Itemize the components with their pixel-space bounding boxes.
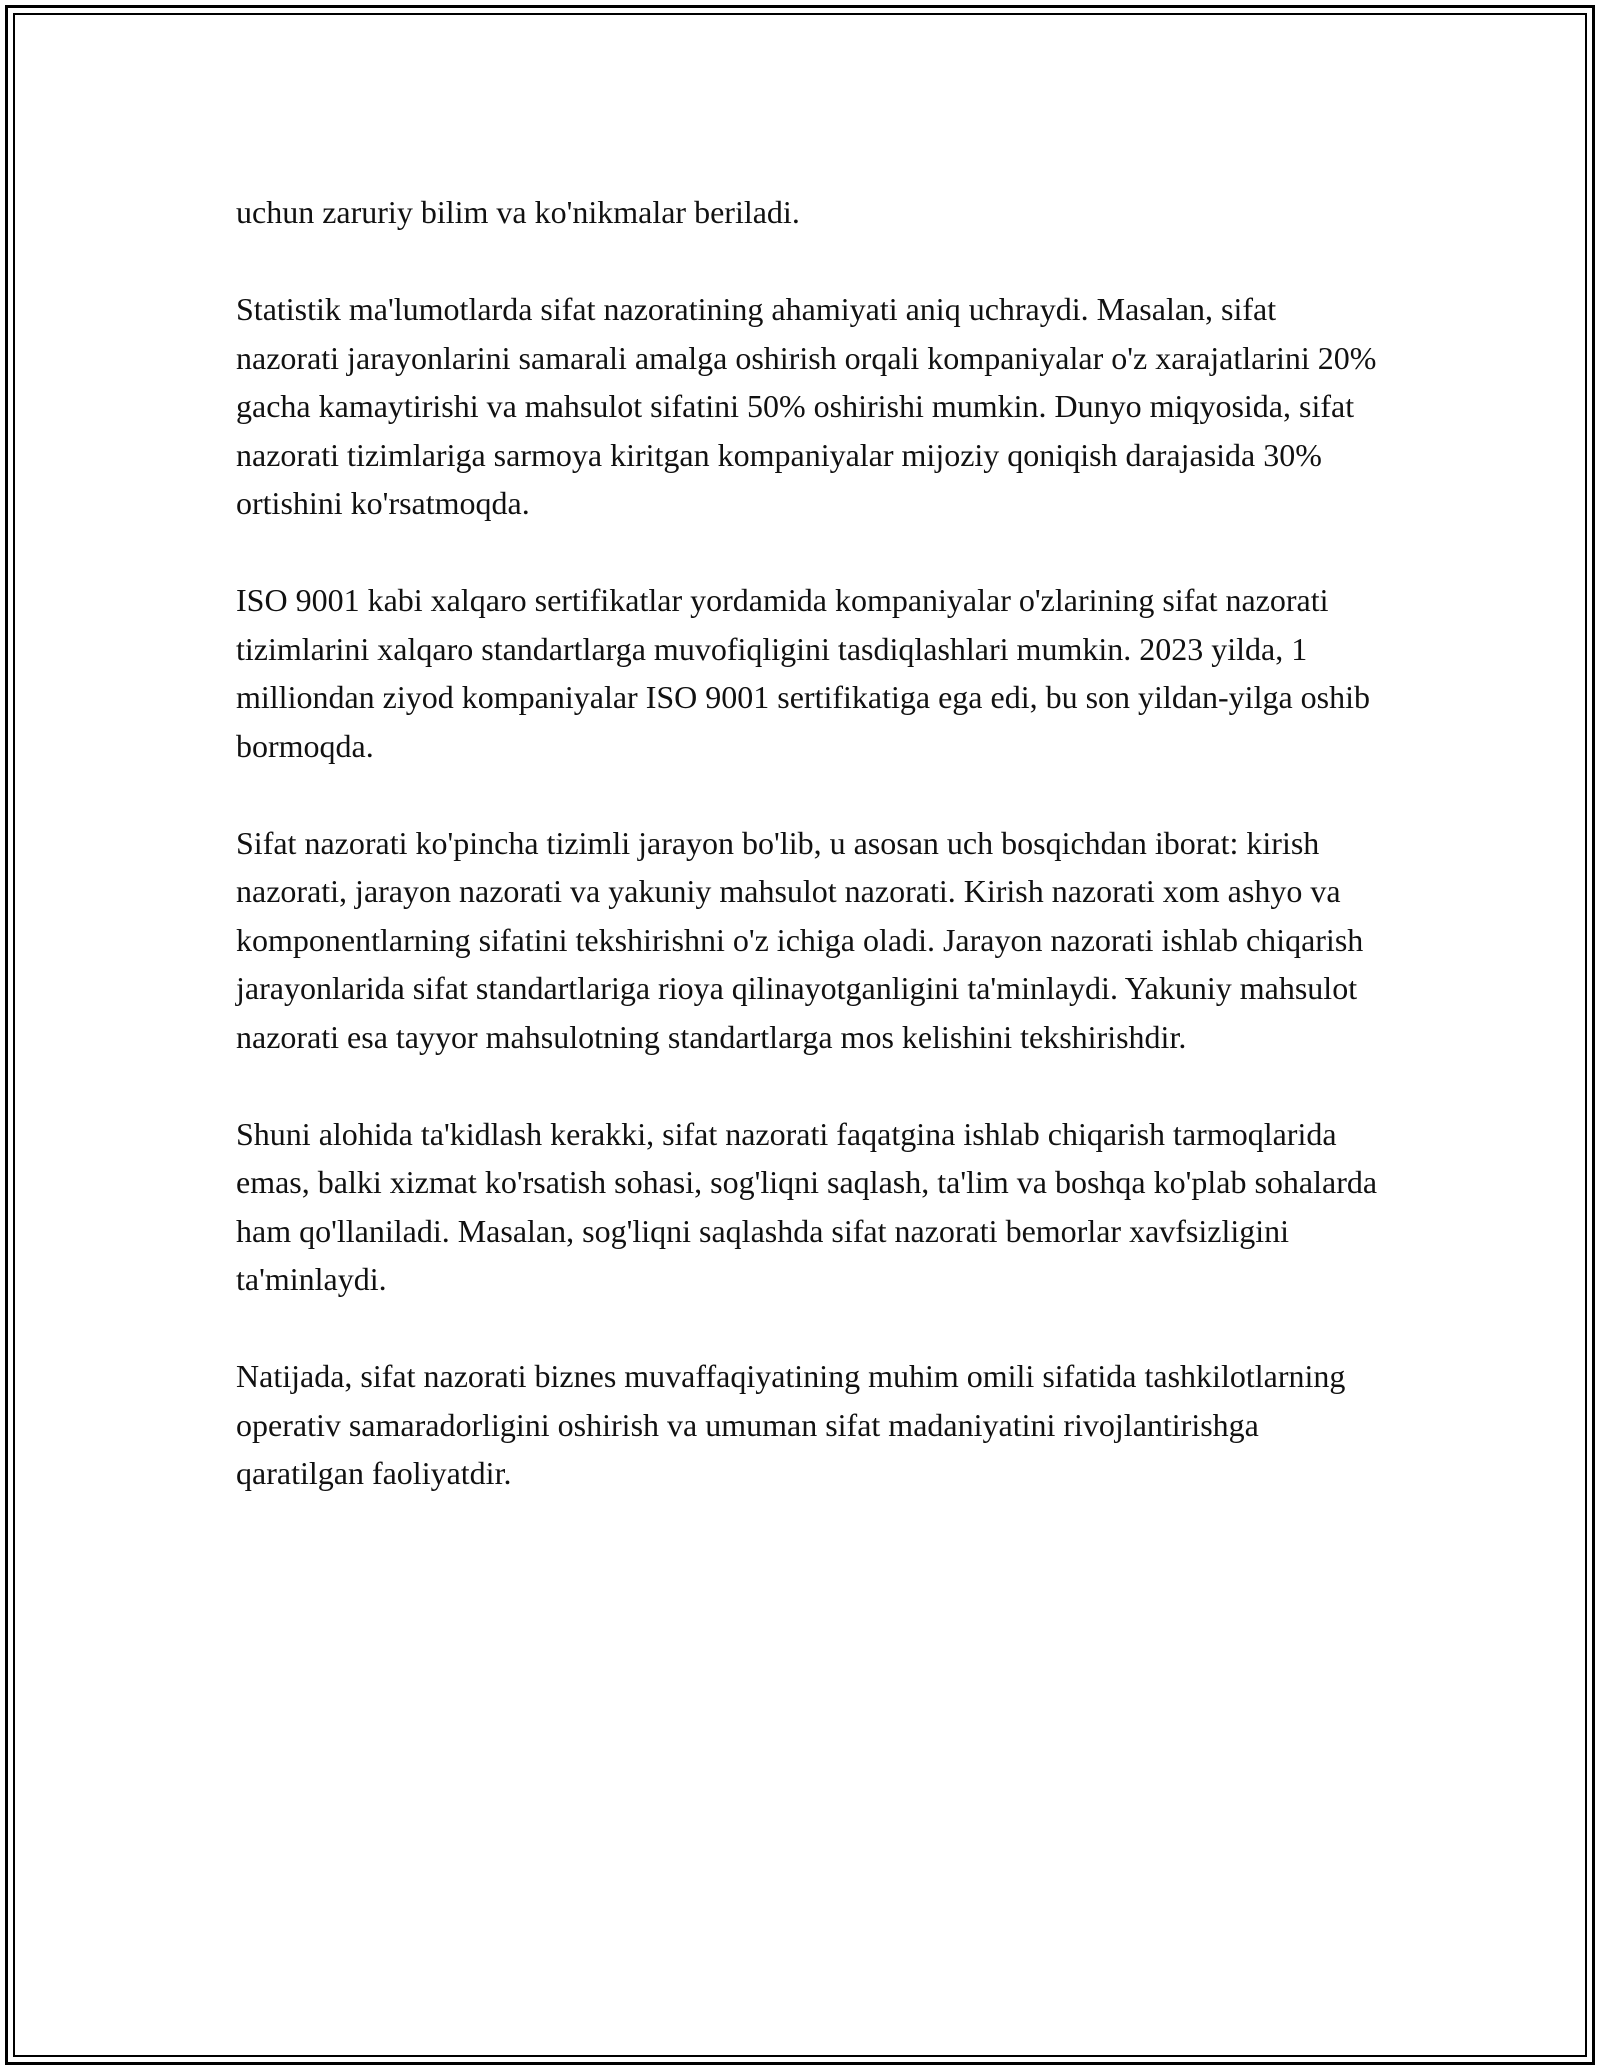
paragraph-3: ISO 9001 kabi xalqaro sertifikatlar yordamida kompaniyalar o'zlarining sifat nazorati tizimlarini xalqaro standartlarga muvofiqligini tasdiqlashlari mumkin. 2023 yilda, 1 milliondan ziyod kompaniyalar ISO 9001 sertifikatiga ega edi, bu son yildan-yilga oshib bormoqda.: [236, 582, 1370, 764]
document-body: [236, 188, 1381, 1546]
paragraph-6: Natijada, sifat nazorati biznes muvaffaqiyatining muhim omili sifatida tashkilotlarning operativ samaradorligini oshirish va umuman sifat madaniyatini rivojlantirishga qaratilgan faoliyatdir.: [236, 1358, 1346, 1491]
paragraph-5: Shuni alohida ta'kidlash kerakki, sifat nazorati faqatgina ishlab chiqarish tarmoqlarida emas, balki xizmat ko'rsatish sohasi, sog'liqni saqlash, ta'lim va boshqa ko'plab sohalarda ham qo'llaniladi. Masalan, sog'liqni saqlashda sifat nazorati bemorlar xavfsizligini ta'minlaydi.: [236, 1115, 1378, 1297]
paragraph-4: Sifat nazorati ko'pincha tizimli jarayon bo'lib, u asosan uch bosqichdan iborat: kirish nazorati, jarayon nazorati va yakuniy mahsulot nazorati. Kirish nazorati xom ashyo va komponentlarning sifatini tekshirishni o'z ichiga oladi. Jarayon nazorati ishlab chiqarish jarayonlarida sifat standartlariga rioya qilinayotganligini ta'minlaydi. Yakuniy mahsulot nazorati esa tayyor mahsulotning standartlarga mos kelishini tekshirishdir.: [236, 824, 1364, 1055]
paragraph-2: Statistik ma'lumotlarda sifat nazoratining ahamiyati aniq uchraydi. Masalan, sifat nazorati jarayonlarini samarali amalga oshirish orqali kompaniyalar o'z xarajatlarini 20% gacha kamaytirishi va mahsulot sifatini 50% oshirishi mumkin. Dunyo miqyosida, sifat nazorati tizimlariga sarmoya kiritgan kompaniyalar mijoziy qoniqish darajasida 30% ortishini ko'rsatmoqda.: [236, 291, 1377, 521]
paragraph-1: uchun zaruriy bilim va ko'nikmalar beriladi.: [236, 194, 800, 230]
